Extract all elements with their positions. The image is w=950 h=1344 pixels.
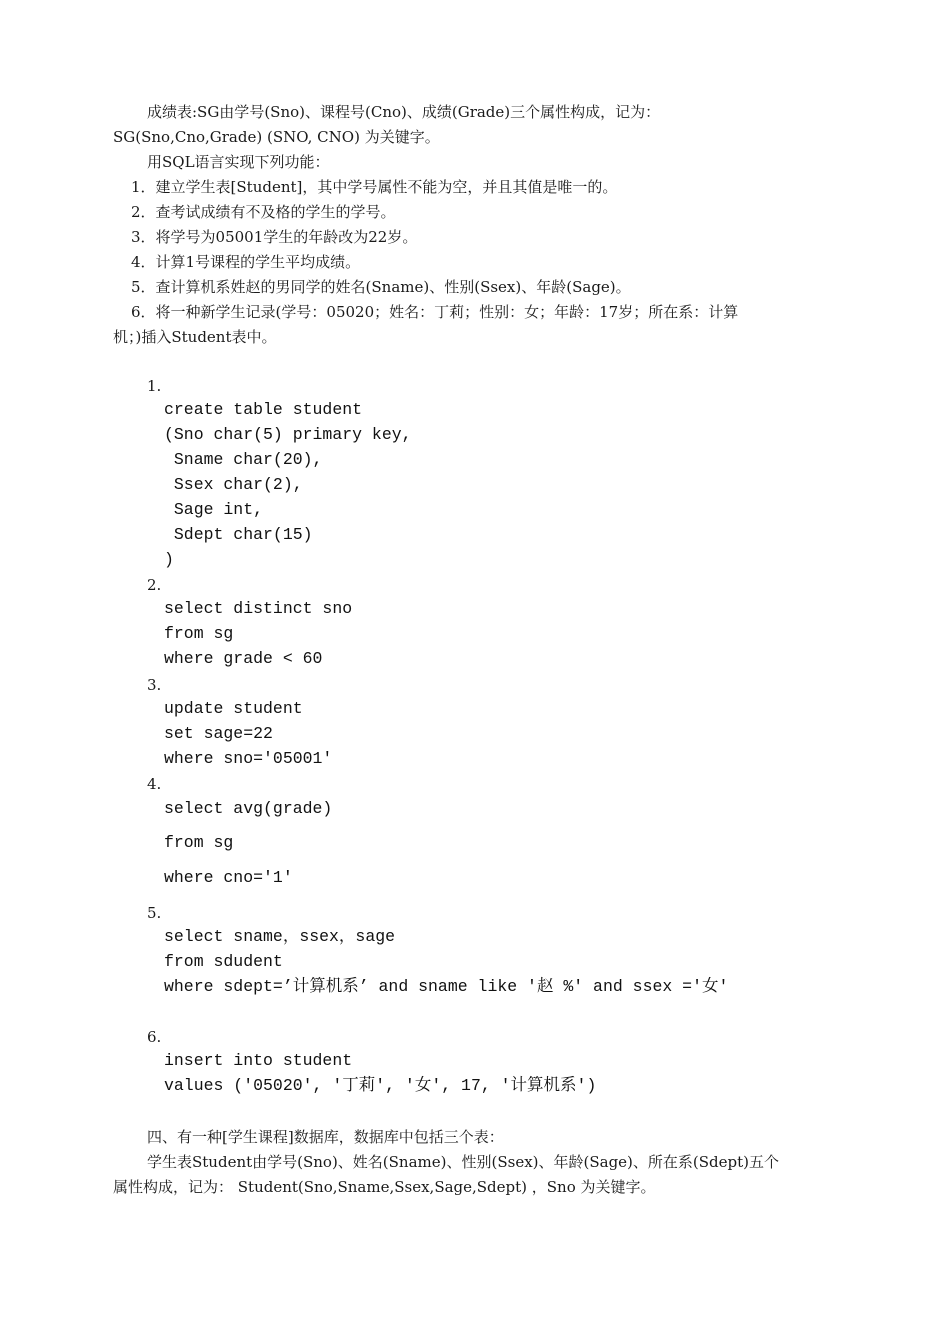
code-line: Sname char(20), [164,450,323,469]
task-item-2: 2．查考试成绩有不及格的学生的学号。 [131,203,396,221]
code-line: select avg(grade) [164,799,333,818]
code-line: from sg [164,833,234,852]
answer-number-5: 5. [147,904,162,922]
code-line: select sname，ssex，sage [164,927,396,946]
code-line: where grade < 60 [164,649,323,668]
code-line: (Sno char(5) primary key, [164,425,412,444]
task-item-3: 3．将学号为05001学生的年龄改为22岁。 [131,228,418,246]
task-item-1: 1．建立学生表[Student]，其中学号属性不能为空，并且其值是唯一的。 [131,178,618,196]
answer-number-6: 6. [147,1028,162,1046]
code-line: insert into student [164,1051,353,1070]
intro-line-1: 成绩表:SG由学号(Sno)、课程号(Cno)、成绩(Grade)三个属性构成，记为： [147,103,661,121]
code-line: where sdept=’计算机系’ and sname like '赵 %' and ssex ='女' [164,977,729,996]
code-line: where sno='05001' [164,749,333,768]
code-line: select distinct sno [164,599,353,618]
code-line: Ssex char(2), [164,475,303,494]
intro-line-2: SG(Sno,Cno,Grade) (SNO, CNO) 为关键字。 [113,128,440,146]
section4-line-2: 学生表Student由学号(Sno)、姓名(Sname)、性别(Ssex)、年龄(Sage)、所在系(Sdept)五个 [147,1153,779,1171]
section4-line-3: 属性构成，记为： Student(Sno,Sname,Ssex,Sage,Sdept) ，Sno 为关键字。 [113,1178,656,1196]
section4-heading: 四、有一种[学生课程]数据库，数据库中包括三个表： [147,1128,504,1146]
code-line: Sdept char(15) [164,525,313,544]
code-line: from sg [164,624,234,643]
code-line: values ('05020', '丁莉', '女', 17, '计算机系') [164,1076,597,1095]
answer-number-2: 2. [147,576,162,594]
code-line: from sdudent [164,952,283,971]
code-line: set sage=22 [164,724,273,743]
code-line: Sage int, [164,500,264,519]
code-line: create table student [164,400,363,419]
code-line: update student [164,699,303,718]
task-item-5: 5．查计算机系姓赵的男同学的姓名(Sname)、性别(Ssex)、年龄(Sage)。 [131,278,631,296]
answer-number-3: 3. [147,676,162,694]
code-line: ) [164,550,174,569]
task-item-4: 4．计算1号课程的学生平均成绩。 [131,253,361,271]
intro-line-3: 用SQL语言实现下列功能： [147,153,330,171]
answer-number-4: 4. [147,775,162,793]
task-item-6: 6．将一种新学生记录(学号：05020；姓名：丁莉；性别：女；年龄：17岁；所在系：计算 [131,303,739,321]
answer-number-1: 1. [147,377,162,395]
task-item-6-continued: 机；)插入Student表中。 [113,328,277,346]
code-line: where cno='1' [164,868,293,887]
